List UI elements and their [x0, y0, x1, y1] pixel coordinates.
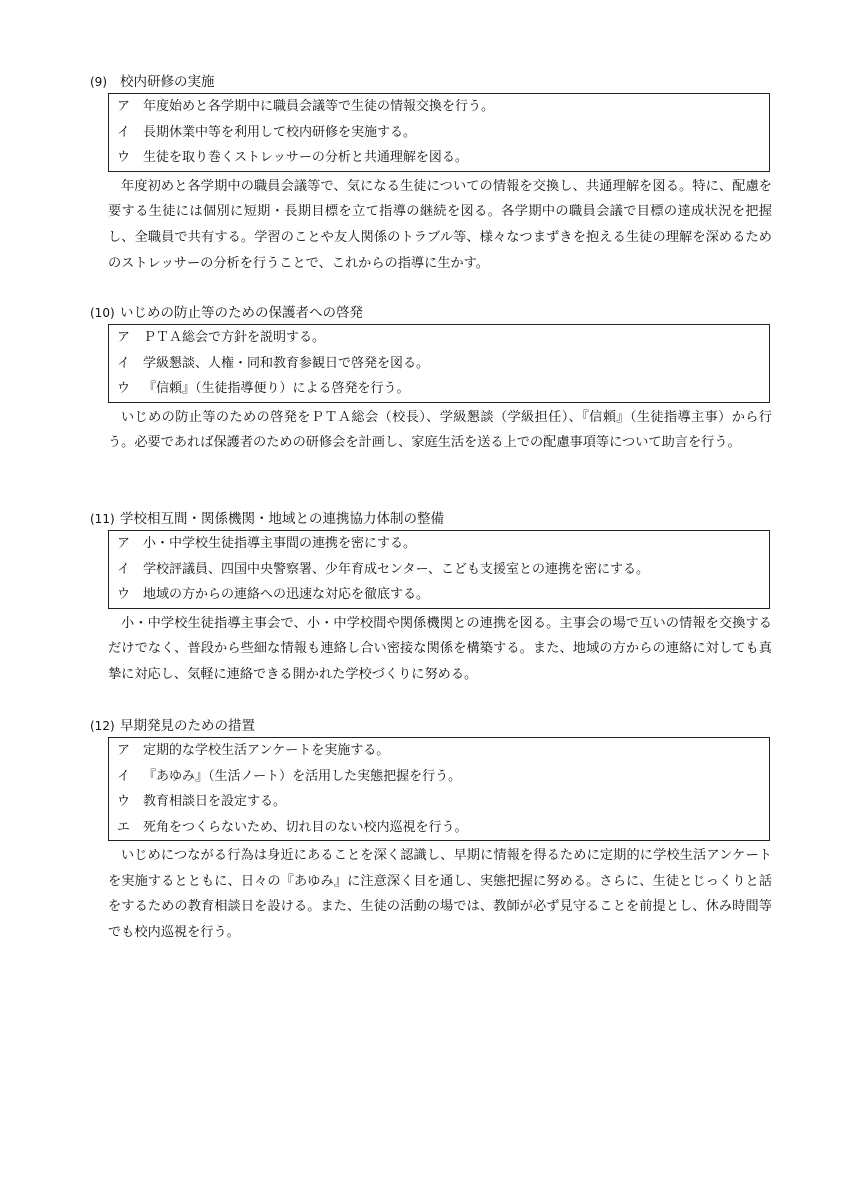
list-item — [109, 325, 769, 351]
measures-box — [108, 530, 770, 609]
item-mark: ウ — [117, 794, 131, 809]
list-item — [109, 531, 769, 557]
item-text: ＰＴＡ総会で方針を説明する。 — [143, 330, 326, 345]
section-number: (9) — [90, 75, 107, 89]
item-mark: ウ — [117, 587, 131, 602]
section-10 — [90, 302, 772, 456]
list-item — [109, 376, 769, 402]
list-item — [109, 789, 769, 815]
item-text: 長期休業中等を利用して校内研修を実施する。 — [143, 124, 417, 140]
measures-box — [108, 324, 770, 403]
list-item — [109, 94, 769, 120]
section-9 — [90, 71, 772, 276]
section-body: 年度初めと各学期中の職員会議等で、気になる生徒についての情報を交換し、共通理解を図る。特に、配慮を要する生徒には個別に短期・長期目標を立て指導の継続を図る。各学期中の職員会議で目標の達成状況を把握し、全職員で共有する。学習のことや友人関係のトラブル等、様々なつまずきを抱える生徒の理解を深めるためのストレッサーの分析を行うことで、これからの指導に生かす。 — [108, 178, 772, 271]
list-item — [109, 557, 769, 583]
section-heading: いじめの防止等のための保護者への啓発 — [120, 305, 363, 321]
section-heading: 校内研修の実施 — [120, 74, 215, 90]
item-mark: エ — [117, 819, 131, 835]
item-mark: ウ — [117, 381, 131, 396]
item-mark: ア — [117, 743, 131, 758]
item-mark: ア — [117, 536, 131, 551]
list-item — [109, 815, 769, 841]
section-title — [90, 508, 772, 530]
list-item — [109, 351, 769, 377]
list-item — [109, 738, 769, 764]
section-title — [90, 302, 772, 324]
item-text: 年度始めと各学期中に職員会議等で生徒の情報交換を行う。 — [143, 99, 495, 114]
measures-box — [108, 737, 770, 841]
item-text: 『あゆみ』（生活ノート）を活用した実態把握を行う。 — [143, 768, 462, 784]
section-body: 小・中学校生徒指導主事会で、小・中学校間や関係機関との連携を図る。主事会の場で互いの情報を交換するだけでなく、普段から些細な情報も連絡し合い密接な関係を構築する。また、地域の方からの連絡に対しても真摯に対応し、気軽に連絡できる開かれた学校づくりに努める。 — [108, 615, 772, 682]
section-12 — [90, 715, 772, 946]
section-body: いじめの防止等のための啓発をＰＴＡ総会（校長）、学級懇談（学級担任）、『信頼』（生徒指導主事）から行う。必要であれば保護者のための研修会を計画し、家庭生活を送る上での配慮事項等について助言を行う。 — [108, 409, 772, 451]
section-number: (11) — [90, 512, 115, 526]
section-body: いじめにつながる行為は身近にあることを深く認識し、早期に情報を得るために定期的に学校生活アンケートを実施するとともに、日々の『あゆみ』に注意深く目を通し、実態把握に努める。さらに、生徒とじっくりと話をするための教育相談日を設ける。また、生徒の活動の場では、教師が必ず見守ることを前提とし、休み時間等でも校内巡視を行う。 — [108, 848, 772, 941]
section-heading: 早期発見のための措置 — [120, 718, 255, 734]
section-heading: 学校相互間・関係機関・地域との連携協力体制の整備 — [120, 511, 444, 527]
section-title — [90, 715, 772, 737]
section-11 — [90, 508, 772, 688]
item-mark: ア — [117, 330, 131, 345]
list-item — [109, 120, 769, 146]
item-text: 生徒を取り巻くストレッサーの分析と共通理解を図る。 — [143, 150, 468, 165]
measures-box — [108, 93, 770, 172]
item-text: 地域の方からの連絡への迅速な対応を徹底する。 — [143, 587, 430, 602]
section-title — [90, 71, 772, 93]
item-text: 死角をつくらないため、切れ目のない校内巡視を行う。 — [143, 819, 468, 835]
list-item — [109, 582, 769, 608]
section-number: (10) — [90, 306, 115, 320]
item-mark: イ — [117, 561, 131, 577]
list-item — [109, 145, 769, 171]
item-text: 『信頼』（生徒指導便り）による啓発を行う。 — [143, 381, 410, 396]
item-mark: ウ — [117, 150, 131, 165]
item-text: 教育相談日を設定する。 — [143, 794, 287, 809]
item-text: 小・中学校生徒指導主事間の連携を密にする。 — [143, 536, 417, 551]
item-mark: イ — [117, 768, 131, 784]
item-mark: イ — [117, 124, 131, 140]
item-mark: ア — [117, 99, 131, 114]
item-text: 定期的な学校生活アンケートを実施する。 — [143, 743, 390, 758]
section-number: (12) — [90, 719, 115, 733]
item-text: 学校評議員、四国中央警察署、少年育成センター、こども支援室との連携を密にする。 — [143, 561, 649, 577]
list-item — [109, 764, 769, 790]
item-text: 学級懇談、人権・同和教育参観日で啓発を図る。 — [143, 355, 430, 371]
item-mark: イ — [117, 355, 131, 371]
